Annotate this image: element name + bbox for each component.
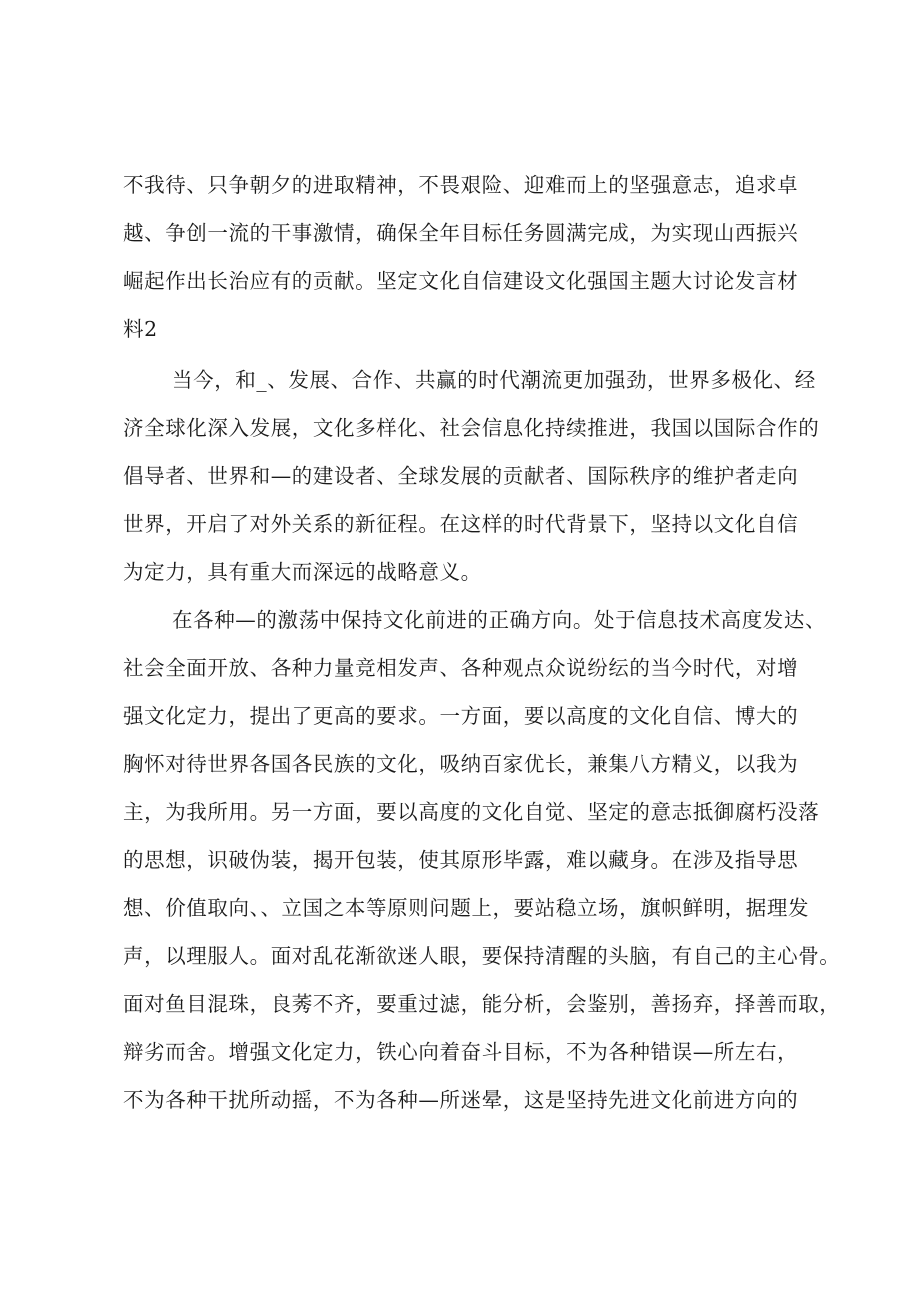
- paragraph-3-line-6: 的思想，识破伪装，揭开包装，使其原形毕露，难以藏身。在涉及指导思: [123, 848, 799, 872]
- paragraph-1-line-2: 越、争创一流的干事激情，确保全年目标任务圆满完成，为实现山西振兴: [123, 221, 799, 245]
- paragraph-3-line-2: 社会全面开放、各种力量竞相发声、各种观点众说纷纭的当今时代，对增: [123, 656, 799, 680]
- paragraph-1-line-4: 料2: [123, 317, 158, 341]
- paragraph-3-line-7: 想、价值取向、、立国之本等原则问题上，要站稳立场，旗帜鲜明，据理发: [123, 896, 810, 920]
- paragraph-2-line-2: 济全球化深入发展，文化多样化、社会信息化持续推进，我国以国际合作的: [123, 416, 820, 440]
- paragraph-3-line-9: 面对鱼目混珠，良莠不齐，要重过滤，能分析，会鉴别，善扬弃，择善而取，: [123, 992, 841, 1016]
- paragraph-3-line-3: 强文化定力，提出了更高的要求。一方面，要以高度的文化自信、博大的: [123, 704, 799, 728]
- paragraph-3-line-10: 辩劣而舍。增强文化定力，铁心向着奋斗目标，不为各种错误—所左右，: [123, 1040, 799, 1064]
- paragraph-3-line-8: 声，以理服人。面对乱花渐欲迷人眼，要保持清醒的头脑，有自己的主心骨。: [123, 944, 841, 968]
- paragraph-2-line-4: 世界，开启了对外关系的新征程。在这样的时代背景下，坚持以文化自信: [123, 512, 799, 536]
- paragraph-3-line-5: 主，为我所用。另一方面，要以高度的文化自觉、坚定的意志抵御腐朽没落: [123, 800, 820, 824]
- paragraph-3-line-4: 胸怀对待世界各国各民族的文化，吸纳百家优长，兼集八方精义，以我为: [123, 752, 799, 776]
- paragraph-3-line-1: 在各种—的激荡中保持文化前进的正确方向。处于信息技术高度发达、: [172, 608, 827, 632]
- paragraph-1-line-1: 不我待、只争朝夕的进取精神，不畏艰险、迎难而上的坚强意志，追求卓: [123, 173, 799, 197]
- paragraph-2-line-5: 为定力，具有重大而深远的战略意义。: [123, 560, 482, 584]
- paragraph-3-line-11: 不为各种干扰所动摇，不为各种—所迷晕，这是坚持先进文化前进方向的: [123, 1088, 799, 1112]
- paragraph-2-line-1: 当今，和_、发展、合作、共赢的时代潮流更加强劲，世界多极化、经: [172, 368, 816, 392]
- paragraph-2-line-3: 倡导者、世界和—的建设者、全球发展的贡献者、国际秩序的维护者走向: [123, 464, 799, 488]
- paragraph-1-line-3: 崛起作出长治应有的贡献。坚定文化自信建设文化强国主题大讨论发言材: [123, 269, 799, 293]
